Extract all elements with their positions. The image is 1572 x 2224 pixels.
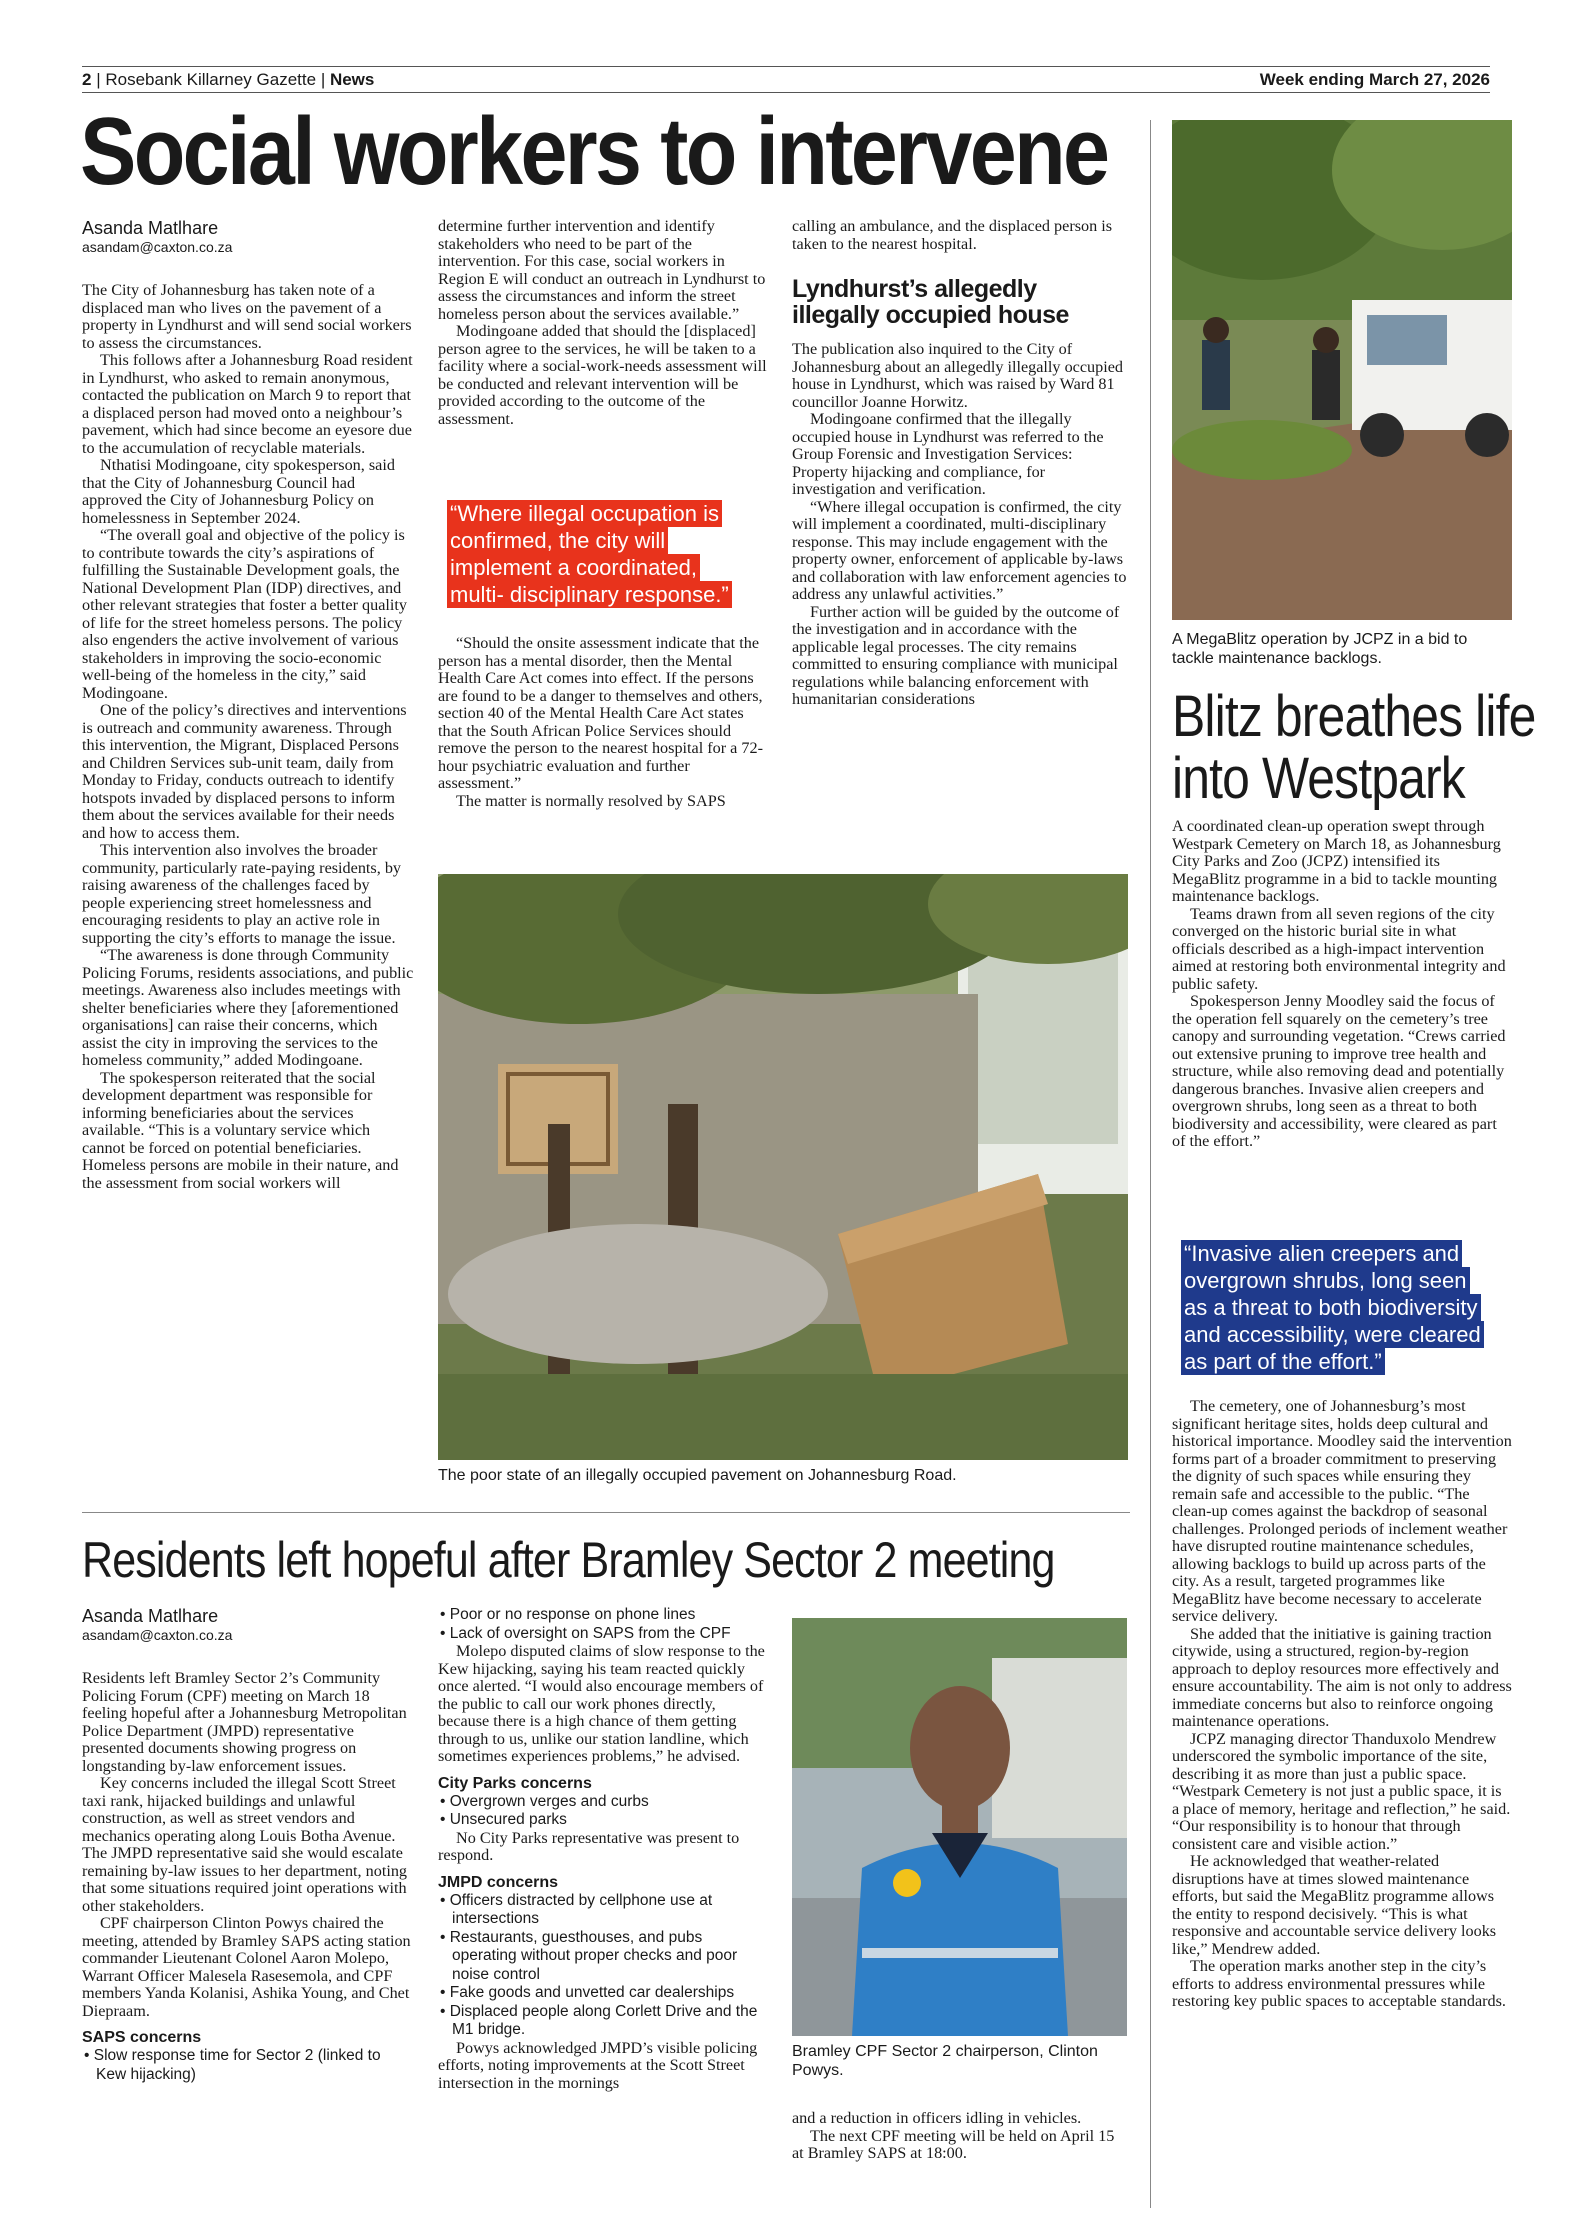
paragraph: Powys acknowledged JMPD’s visible policing efforts, noting improvements at the Scott Street intersection in the mornings <box>438 2038 758 2092</box>
paragraph: Teams drawn from all seven regions of the city converged on the historic burial site in what officials described as a high-impact intervention aimed at restoring both environmental integrity and public safety. <box>1172 904 1506 993</box>
paragraph: Residents left Bramley Sector 2’s Community Policing Forum (CPF) meeting on March 18 feeling hopeful after a Johannesburg Metropolitan Police Department (JMPD) representative presented documents showing progress on longstanding by-law enforcement issues. <box>82 1669 407 1775</box>
paragraph: “The awareness is done through Community Policing Forums, residents associations, and public meetings. Awareness also includes meetings with shelter beneficiaries where they [aforementioned organisations] can raise their concerns, which assist the city in improving the services to the homeless community,” added Modingoane. <box>82 946 414 1069</box>
paragraph: calling an ambulance, and the displaced person is taken to the nearest hospital. <box>792 217 1113 253</box>
bullet-item: • Officers distracted by cellphone use at intersections <box>440 1891 713 1927</box>
bullet-item: • Poor or no response on phone lines <box>440 1606 696 1623</box>
story1-column-1 <box>82 282 414 1192</box>
jmpd-concerns-heading: JMPD concerns <box>438 1873 559 1891</box>
paragraph: Modingoane confirmed that the illegally occupied house in Lyndhurst was referred to the Group Forensic and Investigation Services: Property hijacking and compliance, for investigation and verification. <box>792 410 1104 498</box>
story3-byline <box>82 1606 232 1643</box>
story3-column-1 <box>82 1670 414 2084</box>
bullet-item: • Lack of oversight on SAPS from the CPF <box>440 1624 731 1642</box>
story3-email: asandam@caxton.co.za <box>82 1627 233 1643</box>
publication-name: Rosebank Killarney Gazette <box>105 70 317 89</box>
story3-column-2 <box>438 1606 770 2092</box>
story3-author: Asanda Matlhare <box>82 1606 219 1626</box>
paragraph: The spokesperson reiterated that the social development department was responsible for informing beneficiaries about the services available. “This is a voluntary service which cannot be forced on potential beneficiaries. Homeless persons are mobile in their nature, and the assessment from social workers will <box>82 1068 399 1192</box>
story1-column-2b <box>438 635 770 810</box>
story3-column-3 <box>792 2110 1127 2163</box>
story1-pull-quote <box>447 500 747 608</box>
story2-pull-quote <box>1181 1240 1493 1375</box>
paragraph: A coordinated clean-up operation swept through Westpark Cemetery on March 18, as Johannesburg City Parks and Zoo (JCPZ) intensified its MegaBlitz programme in a bid to tackle mounting maintenance backlogs. <box>1172 817 1501 905</box>
story1-column-3a <box>792 218 1127 253</box>
paragraph: The cemetery, one of Johannesburg’s most significant heritage sites, holds deep cultural and historical importance. Moodley said the intervention forms part of a broader commitment to preserving the dignity of such spaces while ensuring they remain safe and accessible to the public. “The clean-up comes against the backdrop of seasonal challenges. Prolonged periods of inclement weather have disrupted routine maintenance schedules, allowing backlogs to build up across parts of the city. As a result, targeted programmes like MegaBlitz have become necessary to accelerate service delivery. <box>1172 1397 1512 1625</box>
story1-column-3b <box>792 341 1127 709</box>
paragraph: She added that the initiative is gaining traction citywide, using a structured, region-by-region approach to deploy resources more effectively and ensure accountability. The aim is not only to address immediate concerns but also to reinforce ongoing maintenance operations. <box>1172 1624 1512 1730</box>
paragraph: The publication also inquired to the City of Johannesburg about an allegedly illegally occupied house in Lyndhurst, which was raised by Ward 81 councillor Joanne Horwitz. <box>792 340 1123 411</box>
story1-email: asandam@caxton.co.za <box>82 239 233 255</box>
section-name: News <box>329 70 375 89</box>
pull-quote-text: “Invasive alien creepers and overgrown shrubs, long seen as a threat to both biodiversity and accessibility, were cleared as part of the effort.” <box>1181 1240 1484 1375</box>
story1-photo-caption: The poor state of an illegally occupied pavement on Johannesburg Road. <box>438 1467 957 1484</box>
paragraph: This follows after a Johannesburg Road resident in Lyndhurst, who asked to remain anonymous, contacted the publication on March 9 to report that a displaced person had moved onto a neighbour’s pavement, which had since become an eyesore due to the accumulation of recyclable materials. <box>82 351 413 457</box>
story2-headline-line-2: into Westpark <box>1172 746 1465 811</box>
paragraph: CPF chairperson Clinton Powys chaired the meeting, attended by Bramley SAPS acting station commander Lieutenant Colonel Aaron Molepo, Warrant Officer Malesela Rasesemola, and CPF members Yanda Kolanisi, Ashika Young, and Chet Diepraam. <box>82 1914 411 2020</box>
story1-headline: Social workers to intervene <box>80 98 1108 205</box>
bullet-item: • Unsecured parks <box>440 1811 567 1828</box>
bullet-item: • Restaurants, guesthouses, and pubs operating without proper checks and poor noise control <box>440 1928 738 1983</box>
megablitz-photo-illustration <box>1172 120 1512 620</box>
pull-quote-text: “Where illegal occupation is confirmed, the city will implement a coordinated, multi- disciplinary response.” <box>447 500 732 608</box>
paragraph: One of the policy’s directives and interventions is outreach and community awareness. Through this intervention, the Migrant, Displaced Persons and Children Services sub-unit team, daily from Monday to Friday, conducts outreach to identify hotspots invaded by displaced persons to inform them about the services available for their needs and how to access them. <box>82 701 407 842</box>
running-header-left: 2 | Rosebank Killarney Gazette | News <box>82 70 375 89</box>
paragraph: determine further intervention and identify stakeholders who need to be part of the intervention. For this case, social workers in Region E will conduct an outreach in Lyndhurst to assess the circumstances and inform the street homeless person about the services available.” <box>438 217 766 323</box>
paragraph: JCPZ managing director Thanduxolo Mendrew underscored the symbolic importance of the site, describing it as more than just a public space. “Westpark Cemetery is not just a public space, it is a place of memory, heritage and reflection,” he said. “Our responsibility is to honour that through consistent care and visible action.” <box>1172 1729 1511 1853</box>
paragraph: “Where illegal occupation is confirmed, the city will implement a coordinated, multi-disciplinary response. This may include engagement with the property owner, enforcement of applicable by-laws and collaboration with law enforcement agencies to address any unlawful activities.” <box>792 497 1127 603</box>
paragraph: “The overall goal and objective of the policy is to contribute towards the city’s aspirations of fulfilling the Sustainable Development goals, the National Development Plan (IDP) directives, and other relevant strategies that foster a better quality of life for the street homeless persons. The policy also engenders the active involvement of various stakeholders in improving the socio-economic well-being of the homeless in the city,” said Modingoane. <box>82 526 407 702</box>
story-separator <box>82 1512 1130 1513</box>
story3-photo-caption: Bramley CPF Sector 2 chairperson, Clinton Powys. <box>792 2043 1098 2079</box>
paragraph: and a reduction in officers idling in vehicles. <box>792 2109 1082 2127</box>
bullet-item: • Overgrown verges and curbs <box>440 1792 649 1810</box>
header-rule-top <box>82 66 1490 67</box>
header-rule-bottom <box>82 92 1490 93</box>
paragraph: Molepo disputed claims of slow response to the Kew hijacking, saying his team reacted quickly once alerted. “I would also encourage members of the public to call our work phones directly, because there is a high chance of them getting through to us, unlike our station landline, which sometimes experiences problems,” he advised. <box>438 1642 765 1765</box>
paragraph: The matter is normally resolved by SAPS <box>456 791 726 810</box>
city-parks-concerns-heading: City Parks concerns <box>438 1774 592 1792</box>
column-rule <box>1150 120 1151 2208</box>
story3-headline: Residents left hopeful after Bramley Sector 2 meeting <box>82 1532 1055 1588</box>
bullet-item: • Fake goods and unvetted car dealerships <box>440 1984 735 2001</box>
paragraph: Key concerns included the illegal Scott Street taxi rank, hijacked buildings and unlawful construction, as well as street vendors and mechanics operating along Louis Botha Avenue. The JMPD representative said she would escalate remaining by-law issues to her department, noting that some situations required joint operations with other stakeholders. <box>82 1774 408 1915</box>
story1-byline <box>82 218 232 255</box>
story1-author: Asanda Matlhare <box>82 218 219 238</box>
paragraph: Nthatisi Modingoane, city spokesperson, said that the City of Johannesburg Council had approved the City of Johannesburg Policy on homelessness in September 2024. <box>82 456 395 527</box>
paragraph: This intervention also involves the broader community, particularly rate-paying residents, by raising awareness of the challenges faced by people experiencing street homelessness and encouraging residents to play an active role in supporting the city’s efforts to manage the issue. <box>82 841 402 947</box>
paragraph: The next CPF meeting will be held on April 15 at Bramley SAPS at 18:00. <box>792 2126 1115 2162</box>
story1-photo <box>438 874 1128 1460</box>
story2-headline <box>1172 686 1535 810</box>
issue-date: Week ending March 27, 2026 <box>1259 70 1490 89</box>
paragraph: Spokesperson Jenny Moodley said the focus of the operation fell squarely on the cemetery’s tree canopy and surrounding vegetation. “Crews carried out extensive pruning to improve tree health and structure, while also removing dead and potentially dangerous branches. Invasive alien creepers and overgrown shrubs, long seen as a threat to both biodiversity and accessibility, were cleared as part of the effort.” <box>1172 992 1506 1150</box>
story2-headline-line-1: Blitz breathes life <box>1172 684 1536 749</box>
story1-subhead: Lyndhurst’s allegedly illegally occupied house <box>792 275 1069 329</box>
story1-column-2a <box>438 218 770 428</box>
paragraph: “Should the onsite assessment indicate that the person has a mental disorder, then the Mental Health Care Act comes into effect. If the persons are found to be a danger to themselves and others, section 40 of the Mental Health Care Act states that the South African Police Services should remove the person to the nearest hospital for a 72-hour psychiatric evaluation and further assessment.” <box>438 634 763 792</box>
portrait-photo-illustration <box>792 1618 1127 2036</box>
story2-photo <box>1172 120 1512 620</box>
page-number: 2 <box>82 70 92 89</box>
paragraph: He acknowledged that weather-related disruptions have at times slowed maintenance efforts, but said the MegaBlitz programme allows the entity to respond decisively. “This is what responsive and accountable service delivery looks like,” Mendrew added. <box>1172 1852 1497 1958</box>
bullet-item: • Slow response time for Sector 2 (linked to Kew hijacking) <box>84 2047 381 2083</box>
paragraph: No City Parks representative was present to respond. <box>438 1828 740 1864</box>
paragraph: Modingoane added that should the [displaced] person agree to the services, he will be taken to a facility where a social-work-needs assessment will be conducted and relevant intervention will be provided according to the outcome of the assessment. <box>438 322 767 428</box>
story2-photo-caption: A MegaBlitz operation by JCPZ in a bid to tackle maintenance backlogs. <box>1172 631 1468 667</box>
story2-body-b <box>1172 1398 1512 2011</box>
story3-photo <box>792 1618 1127 2036</box>
paragraph: The operation marks another step in the city’s efforts to address environmental pressures while restoring key public spaces to acceptable standards. <box>1172 1957 1506 2010</box>
pavement-photo-illustration <box>438 874 1128 1460</box>
paragraph: The City of Johannesburg has taken note of a displaced man who lives on the pavement of a property in Lyndhurst and will send social workers to assess the circumstances. <box>82 281 412 352</box>
saps-concerns-heading: SAPS concerns <box>82 2029 202 2046</box>
story2-body-a <box>1172 818 1512 1151</box>
bullet-item: • Displaced people along Corlett Drive and the M1 bridge. <box>440 2002 758 2038</box>
paragraph: Further action will be guided by the outcome of the investigation and in accordance with the applicable legal processes. The city remains committed to ensuring compliance with municipal regulations while balancing enforcement with humanitarian considerations <box>792 602 1120 708</box>
